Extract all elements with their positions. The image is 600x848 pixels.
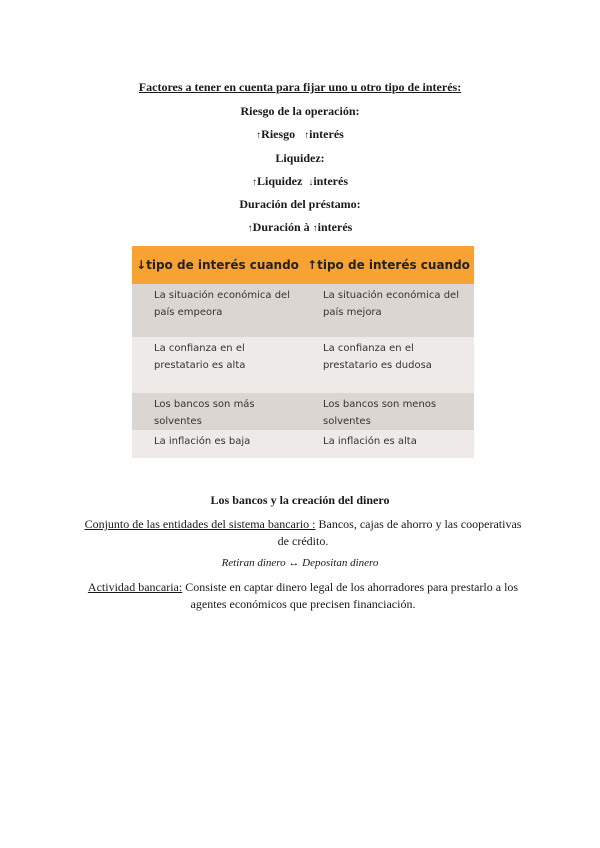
header-higher-rate: ↑tipo de interés cuando [303,246,474,284]
flow-left: Retiran dinero [221,557,286,569]
liquidez-rule [0,174,600,189]
table-cell: La inflación es alta [303,430,474,458]
table-cell: Los bancos son menos solventes [303,393,474,430]
money-flow-line [0,557,600,569]
liquidez-rule-label: Liquidez [256,174,303,188]
arrow-up-icon: ↑ [312,223,318,234]
riesgo-rule-label: Riesgo [261,127,296,141]
header-lower-rate: ↓tipo de interés cuando [132,246,303,284]
table-row [132,284,474,337]
riesgo-title: Riesgo de la operación: [240,104,360,118]
liquidez-title: Liquidez: [275,151,325,165]
table-cell: La confianza en el prestatario es alta [132,337,303,393]
table-cell: La inflación es baja [132,430,303,458]
riesgo-rule [0,127,600,142]
arrow-up-icon: ↑ [251,177,257,188]
actividad-text: Consiste en captar dinero legal de los ahorradores para prestarlo a los agentes económicos que precisen financiación. [182,580,519,611]
flow-right: Depositan dinero [302,557,379,569]
table-cell: La confianza en el prestatario es dudosa [303,337,474,393]
duracion-title: Duración del préstamo: [239,197,361,211]
table-header-row [132,246,474,284]
actividad-paragraph [80,579,526,613]
arrow-up-icon: ↑ [256,130,262,141]
conjunto-label: Conjunto de las entidades del sistema bancario : [84,517,316,531]
duracion-rule [0,220,600,235]
table-cell: La situación económica del país empeora [132,284,303,337]
duracion-rule-label: Duración à [252,220,310,234]
arrow-up-icon: ↑ [304,130,310,141]
liquidez-rule-result: interés [313,174,348,188]
table-cell: La situación económica del país mejora [303,284,474,337]
bancos-heading: Los bancos y la creación del dinero [210,493,390,507]
table-row [132,337,474,393]
arrow-down-icon: ↓ [308,177,314,188]
riesgo-rule-result: interés [309,127,344,141]
interest-rate-table [132,246,474,458]
table-row [132,393,474,430]
factores-heading: Factores a tener en cuenta para fijar uno u otro tipo de interés: [138,80,462,94]
conjunto-paragraph [80,516,526,550]
duracion-rule-result: interés [317,220,353,234]
conjunto-text: Bancos, cajas de ahorro y las cooperativas de crédito. [277,517,522,548]
double-arrow-icon: ↔ [288,557,300,569]
table-cell: Los bancos son más solventes [132,393,303,430]
actividad-label: Actividad bancaria: [87,580,183,594]
arrow-up-icon: ↑ [247,223,253,234]
table-row [132,430,474,458]
